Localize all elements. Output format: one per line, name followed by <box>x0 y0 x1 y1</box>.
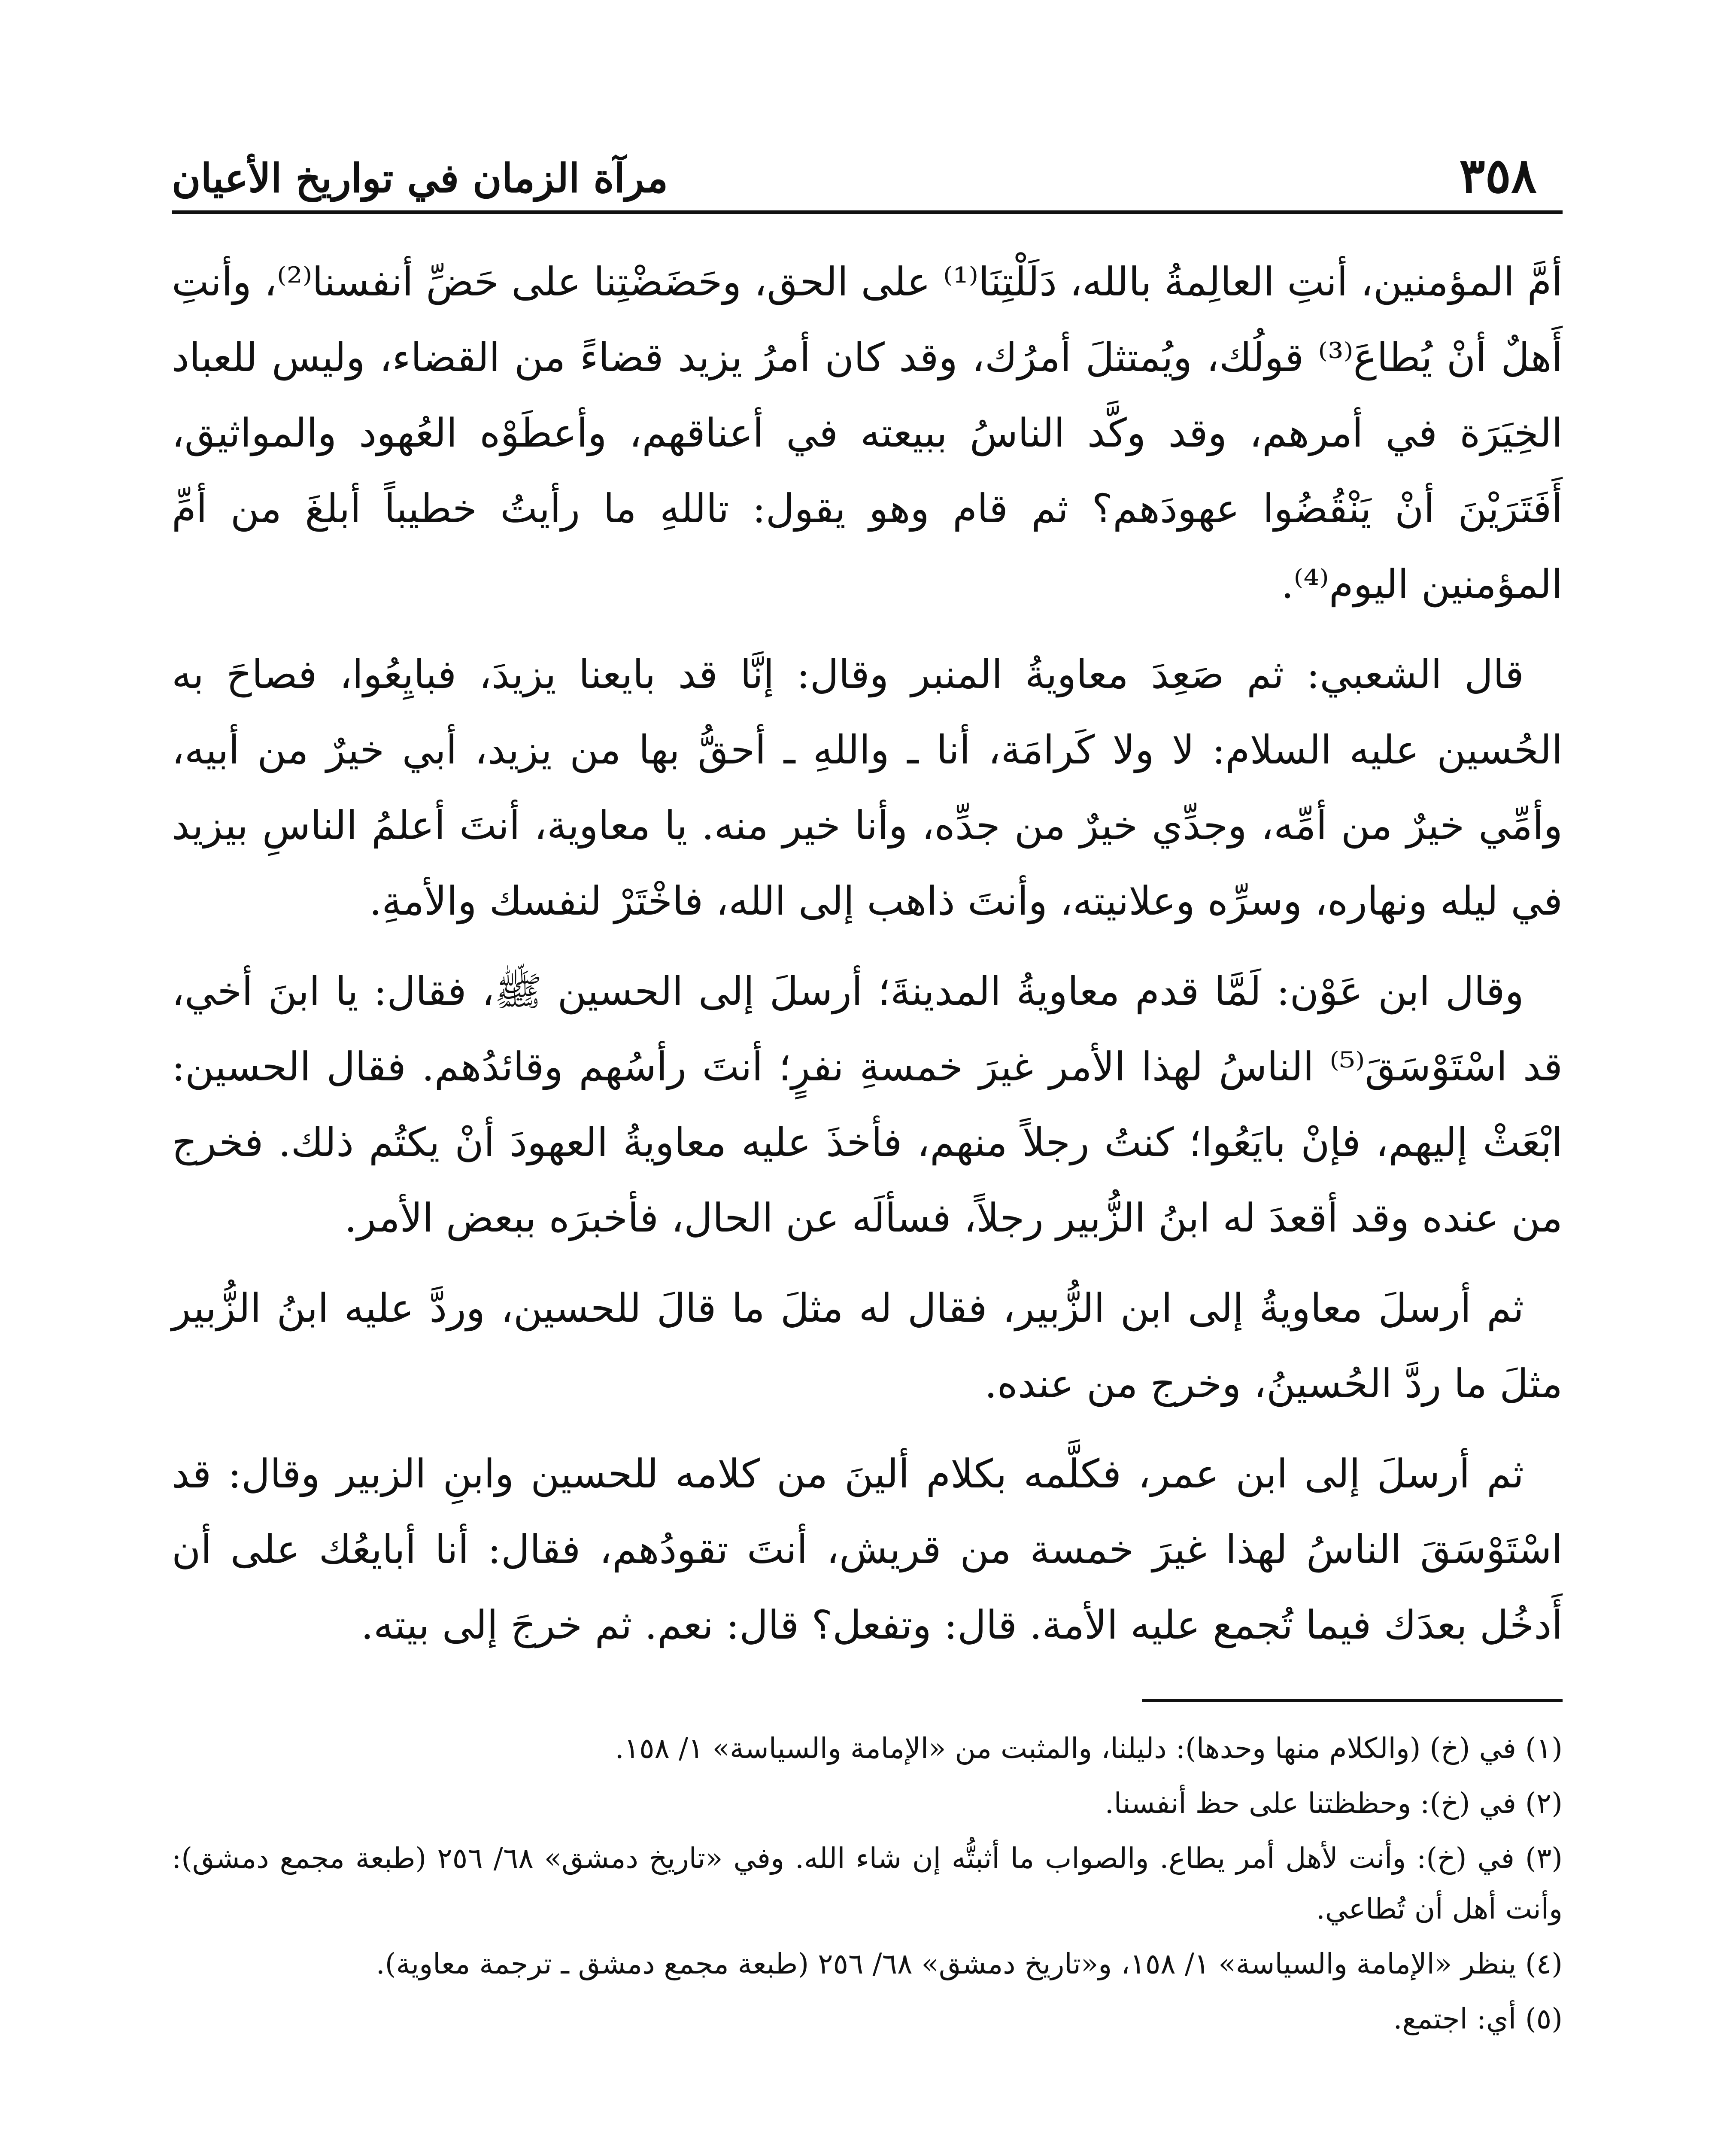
page-header <box>172 146 1563 214</box>
book-page <box>172 146 1563 2147</box>
page-number: ٣٥٨ <box>1459 148 1537 204</box>
footnotes <box>172 1723 1563 2044</box>
main-text <box>172 244 1563 1663</box>
paragraph: قال الشعبي: ثم صَعِدَ معاويةُ المنبر وقال: إنَّا قد بايعنا يزيدَ، فبايِعُوا، فصاحَ به الحُسين عليه السلام: لا ولا كَرامَة، أنا ـ واللهِ ـ أحقُّ بها من يزيد، أبي خيرٌ من أبيه، وأمِّي خيرٌ من أمِّه، وجدِّي خيرٌ من جدِّه، وأنا خير منه. يا معاوية، أنتَ أعلمُ الناسِ بيزيد في ليله ونهاره، وسرِّه وعلانيته، وأنتَ ذاهب إلى الله، فاخْتَرْ لنفسك والأمةِ. <box>172 651 1563 924</box>
paragraph: وقال ابن عَوْن: لَمَّا قدم معاويةُ المدينةَ؛ أرسلَ إلى الحسين ﷺ، فقال: يا ابنَ أخي، قد اسْتَوْسَقَ⁽⁵⁾ الناسُ لهذا الأمر غيرَ خمسةِ نفرٍ؛ أنتَ رأسُهم وقائدُهم. فقال الحسين: ابْعَثْ إليهم، فإنْ بايَعُوا؛ كنتُ رجلاً منهم، فأخذَ عليه معاويةُ العهودَ أنْ يكتُم ذلك. فخرج من عنده وقد أقعدَ له ابنُ الزُّبير رجلاً، فسألَه عن الحال، فأخبرَه ببعض الأمر. <box>172 968 1563 1241</box>
paragraph: أمَّ المؤمنين، أنتِ العالِمةُ بالله، دَلَلْتِنَا⁽¹⁾ على الحق، وحَضَضْتِنا على حَضِّ أنفسنا⁽²⁾، وأنتِ أَهلٌ أنْ يُطاعَ⁽³⁾ قولُك، ويُمتثلَ أمرُك، وقد كان أمرُ يزيد قضاءً من القضاء، وليس للعباد الخِيَرَة في أمرهم، وقد وكَّد الناسُ ببيعته في أعناقهم، وأعطَوْه العُهود والمواثيق، أَفَتَرَيْنَ أنْ يَنْقُضُوا عهودَهم؟ ثم قام وهو يقول: تاللهِ ما رأيتُ خطيباً أبلغَ من أمِّ المؤمنين اليوم⁽⁴⁾. <box>172 259 1563 607</box>
footnote-divider <box>1142 1699 1563 1702</box>
footnote: (٣) في (خ): وأنت لأهل أمر يطاع. والصواب ما أثبتُّه إن شاء الله. وفي «تاريخ دمشق» ٦٨/ ٢٥٦ (طبعة مجمع دمشق): وأنت أهل أن تُطاعي. <box>172 1842 1563 1925</box>
footnote: (٥) أي: اجتمع. <box>1393 2002 1563 2035</box>
footnote: (١) في (خ) (والكلام منها وحدها): دليلنا، والمثبت من «الإمامة والسياسة» ١/ ١٥٨. <box>615 1732 1563 1765</box>
paragraph: ثم أرسلَ إلى ابن عمر، فكلَّمه بكلام ألينَ من كلامه للحسين وابنِ الزبير وقال: قد اسْتَوْسَقَ الناسُ لهذا غيرَ خمسة من قريش، أنتَ تقودُهم، فقال: أنا أبايعُك على أن أَدخُل بعدَك فيما تُجمع عليه الأمة. قال: وتفعل؟ قال: نعم. ثم خرجَ إلى بيته. <box>172 1451 1563 1648</box>
footnote: (٤) ينظر «الإمامة والسياسة» ١/ ١٥٨، و«تاريخ دمشق» ٦٨/ ٢٥٦ (طبعة مجمع دمشق ـ ترجمة معاوية). <box>376 1947 1563 1980</box>
running-title: مرآة الزمان في تواريخ الأعيان <box>172 155 668 201</box>
footnote: (٢) في (خ): وحظظتنا على حظ أنفسنا. <box>1105 1787 1563 1820</box>
paragraph: ثم أرسلَ معاويةُ إلى ابن الزُّبير، فقال له مثلَ ما قالَ للحسين، وردَّ عليه ابنُ الزُّبير مثلَ ما ردَّ الحُسينُ، وخرج من عنده. <box>172 1285 1563 1407</box>
